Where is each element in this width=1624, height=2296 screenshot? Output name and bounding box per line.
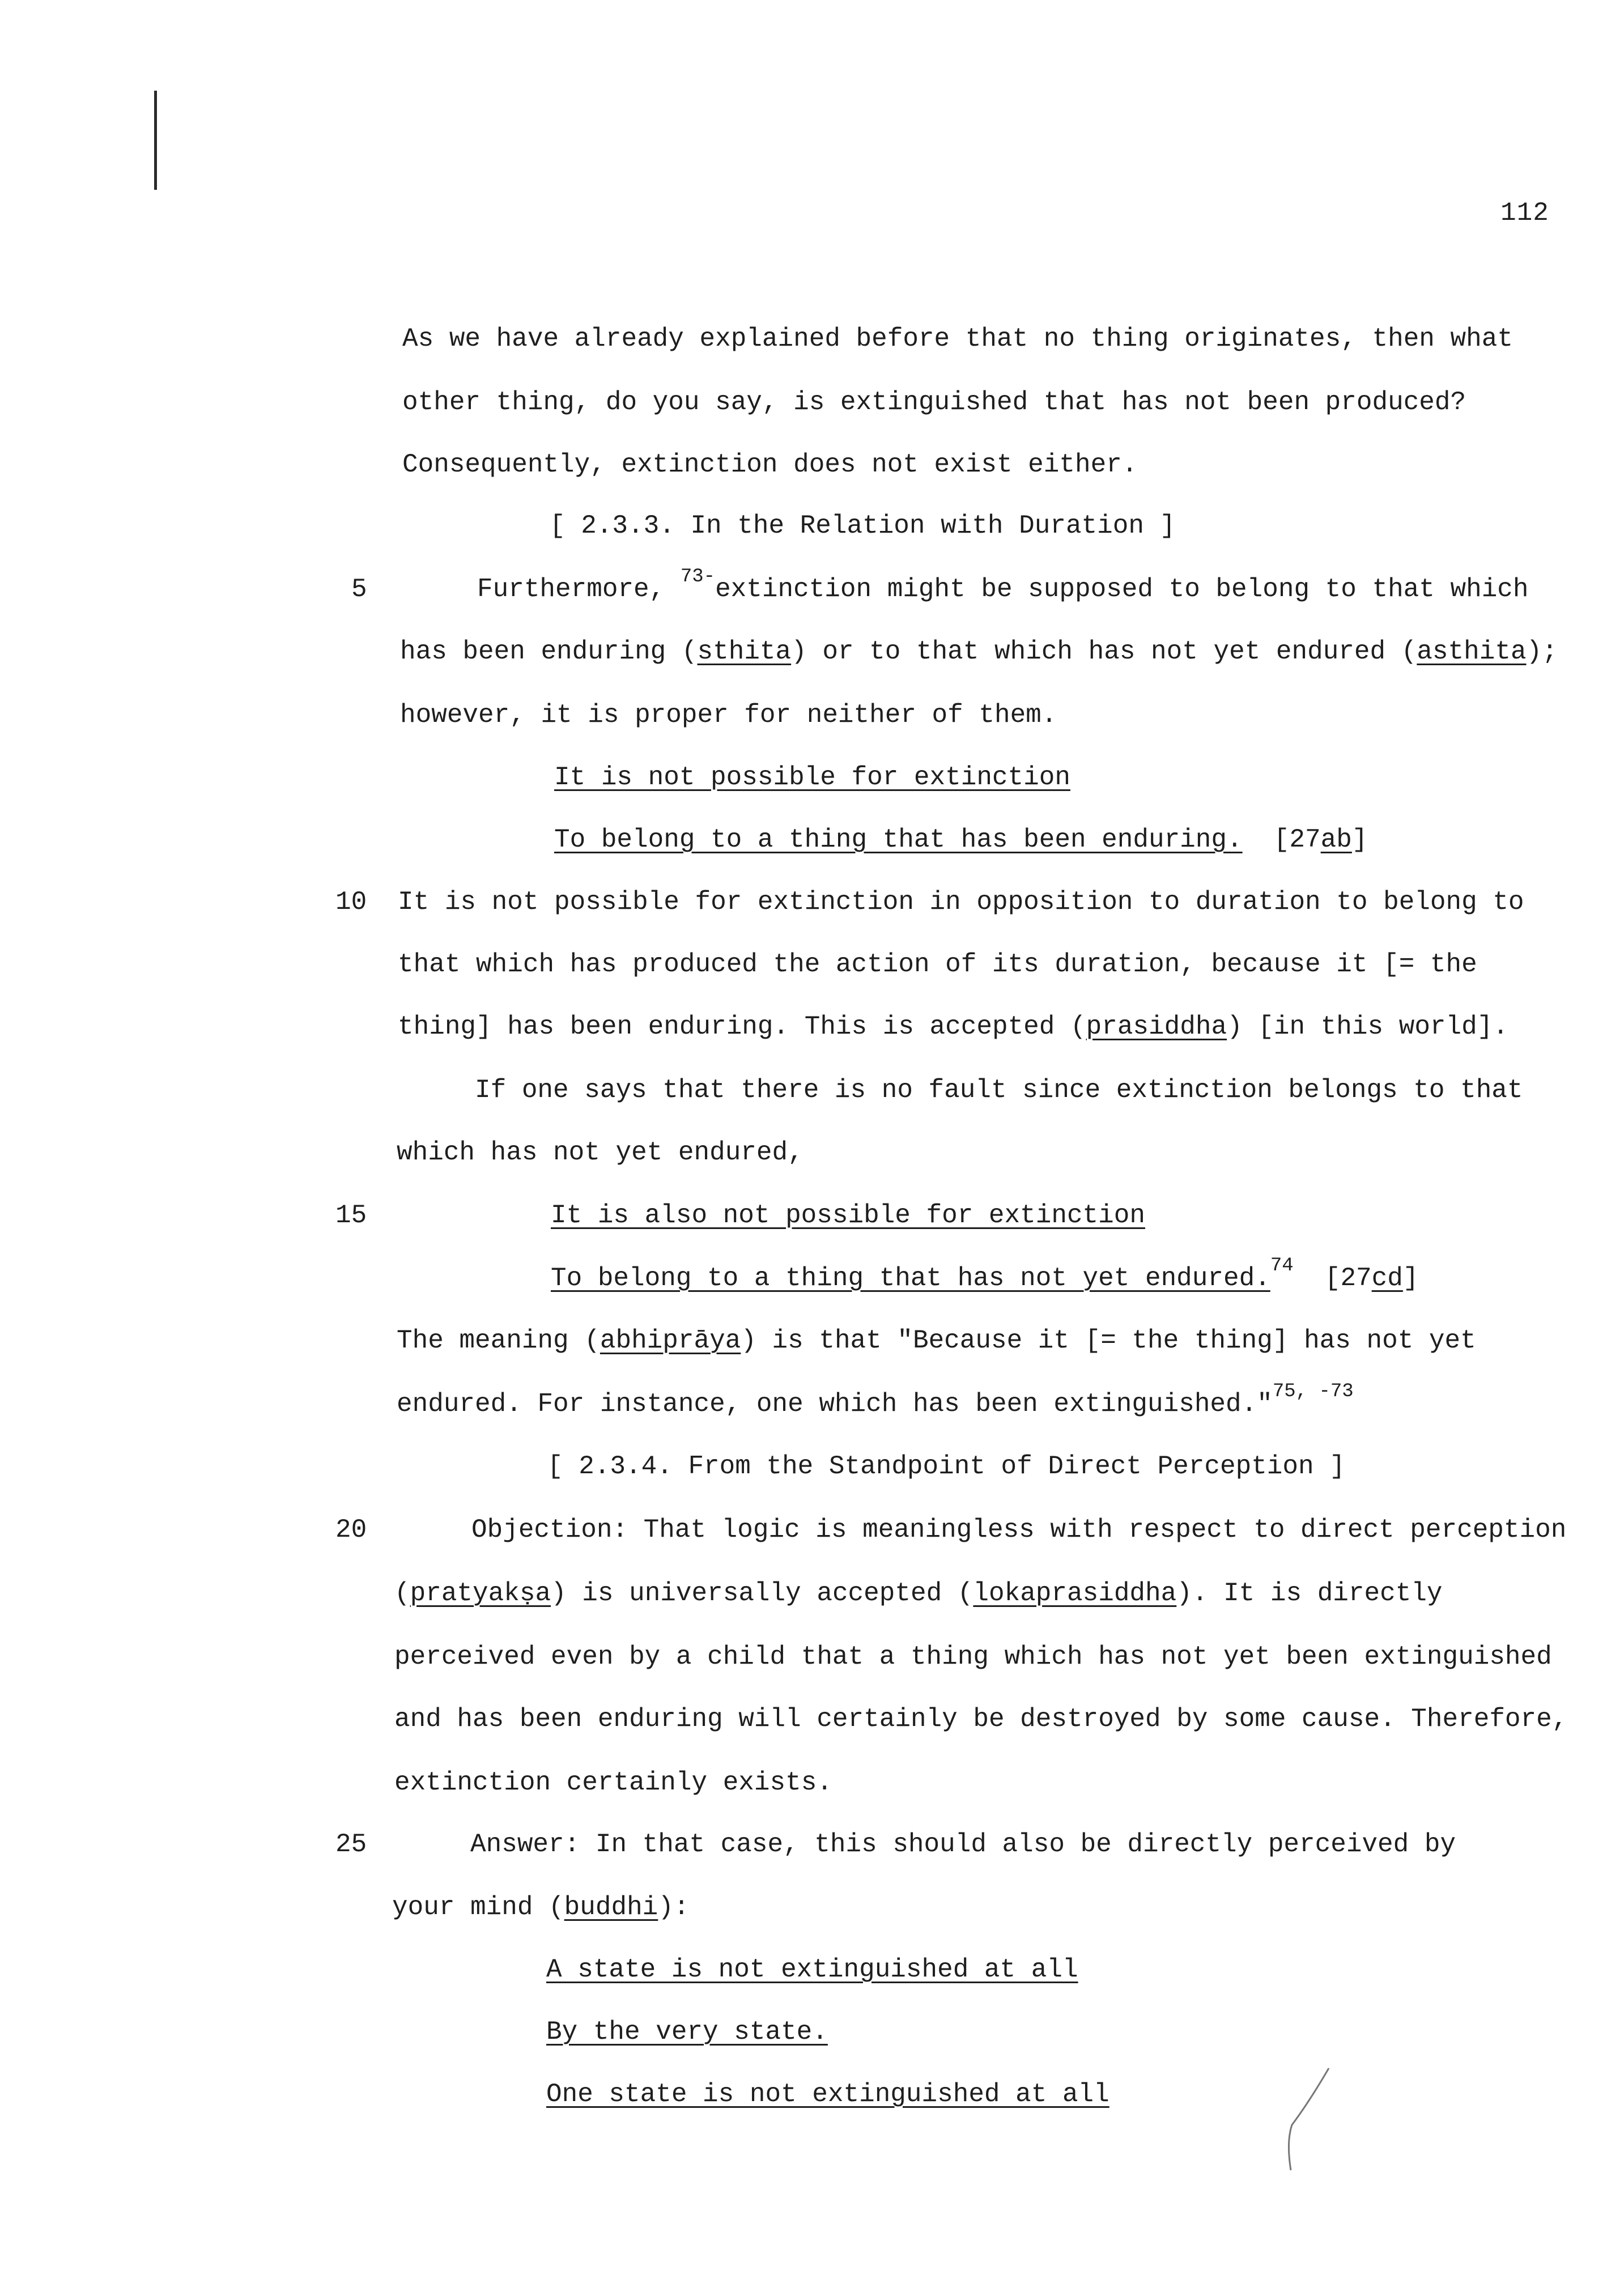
sanskrit-term: prasiddha [1086, 1012, 1227, 1041]
verse-reference: [27cd] [1324, 1264, 1419, 1293]
text-line: however, it is proper for neither of them. [400, 700, 1057, 730]
verse-reference: [27ab] [1273, 825, 1368, 854]
sanskrit-term: lokaprasiddha [973, 1579, 1177, 1608]
line-number-15: 15 [335, 1201, 367, 1230]
footnote-marker: 75, -73 [1272, 1381, 1354, 1402]
text-line: thing] has been enduring. This is accepted (prasiddha) [in this world]. [398, 1012, 1508, 1041]
text-line: Consequently, extinction does not exist either. [402, 450, 1138, 479]
verse-line: It is also not possible for extinction [551, 1201, 1145, 1230]
text-line: As we have already explained before that no thing originates, then what [402, 324, 1513, 354]
text-line: other thing, do you say, is extinguished that has not been produced? [402, 388, 1466, 417]
sanskrit-term: asthita [1417, 637, 1527, 666]
verse-line: One state is not extinguished at all [546, 2080, 1109, 2109]
text-line: It is not possible for extinction in opposition to duration to belong to [398, 887, 1524, 917]
sanskrit-term: sthita [697, 637, 792, 666]
text-line: and has been enduring will certainly be destroyed by some cause. Therefore, [394, 1704, 1568, 1734]
text-line: extinction certainly exists. [394, 1768, 832, 1797]
text-line: If one says that there is no fault since extinction belongs to that [475, 1075, 1523, 1105]
line-number-10: 10 [335, 887, 367, 917]
sanskrit-term: buddhi [564, 1893, 658, 1922]
verse-line: It is not possible for extinction [554, 763, 1070, 792]
text-line: which has not yet endured, [397, 1138, 804, 1167]
verse-line: To belong to a thing that has been enduring. [27ab] [554, 825, 1368, 854]
footnote-marker: 73- [680, 566, 716, 588]
text-line: Furthermore, $^{73-}$extinction might be supposed to belong to that which [477, 566, 1529, 604]
section-heading: [ 2.3.3. In the Relation with Duration ] [550, 511, 1176, 541]
page-number: 112 [1500, 198, 1549, 228]
text-line: Objection: That logic is meaningless with respect to direct perception [471, 1515, 1567, 1545]
text-line: The meaning (abhiprāya) is that "Because it [= the thing] has not yet [397, 1326, 1476, 1355]
text-line: Answer: In that case, this should also be directly perceived by [470, 1830, 1456, 1859]
sanskrit-term: pratyakṣa [410, 1579, 551, 1608]
text-line: perceived even by a child that a thing which has not yet been extinguished [394, 1642, 1552, 1672]
section-heading: [ 2.3.4. From the Standpoint of Direct Perception ] [547, 1452, 1345, 1481]
text-line: endured. For instance, one which has been extinguished."$^{75, -73}$ [397, 1381, 1354, 1419]
verse-line: By the very state. [546, 2017, 828, 2047]
margin-bar [154, 91, 157, 190]
footnote-marker: 74 [1270, 1255, 1294, 1277]
stray-pen-mark [1275, 2063, 1343, 2176]
text-line: (pratyakṣa) is universally accepted (lokaprasiddha). It is directly [394, 1579, 1443, 1608]
sanskrit-term: abhiprāya [600, 1326, 741, 1355]
line-number-20: 20 [335, 1515, 367, 1545]
verse-line: A state is not extinguished at all [546, 1955, 1078, 1984]
line-number-5: 5 [351, 575, 367, 604]
text-line: that which has produced the action of its duration, because it [= the [398, 950, 1477, 979]
text-line: has been enduring (sthita) or to that which has not yet endured (asthita); [400, 637, 1558, 666]
line-number-25: 25 [335, 1830, 367, 1859]
verse-line: To belong to a thing that has not yet endured.$^{74}$ [27cd] [551, 1255, 1419, 1293]
text-line: your mind (buddhi): [392, 1893, 690, 1922]
